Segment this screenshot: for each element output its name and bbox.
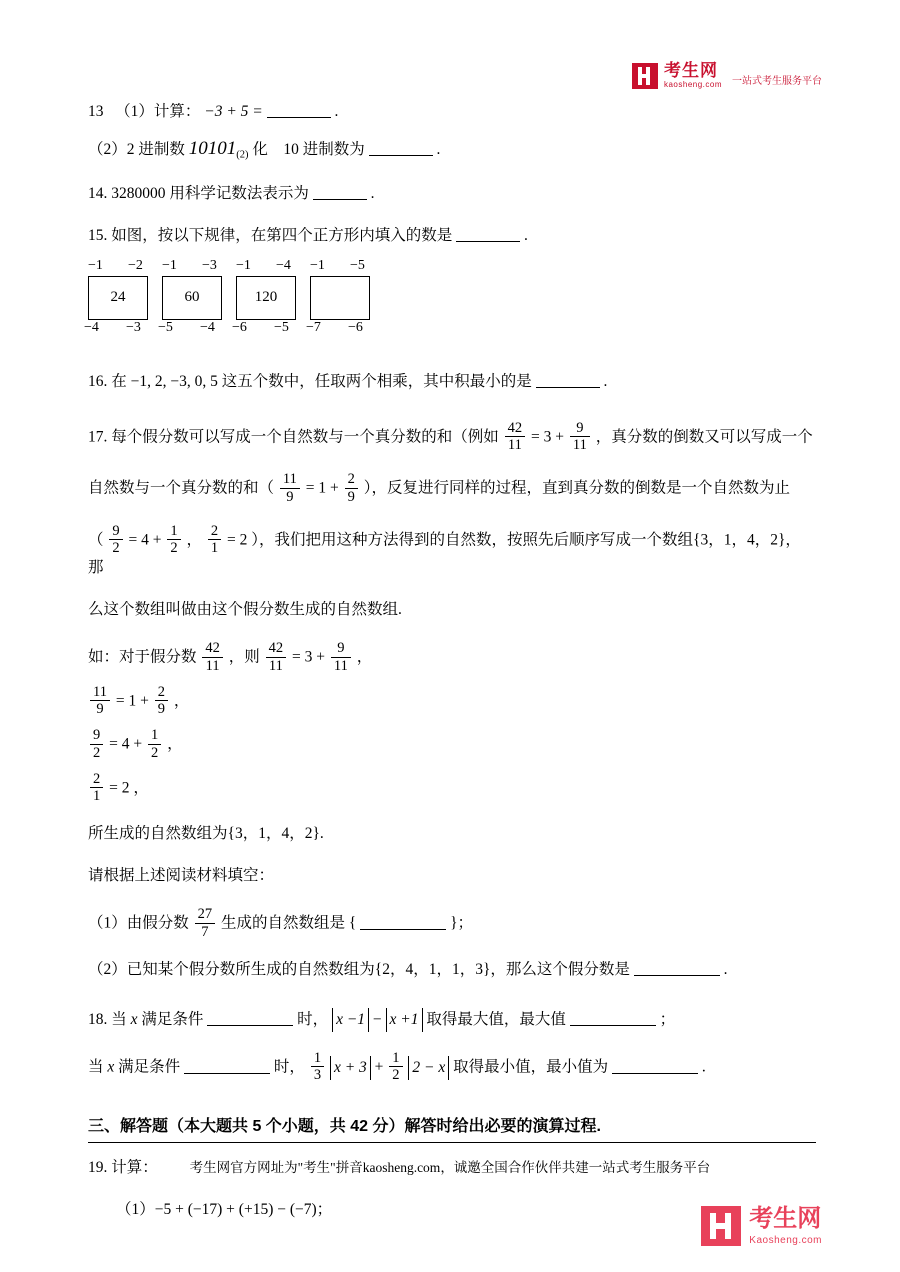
figure-label-top-right: −3 — [202, 257, 217, 273]
figure-label-top-right: −2 — [128, 257, 143, 273]
fraction-denominator: 2 — [167, 539, 180, 556]
question-17-sub-1 — [88, 906, 816, 939]
question-18-line-2 — [88, 1050, 816, 1083]
fraction-numerator: 42 — [507, 420, 523, 436]
answer-blank[interactable] — [369, 140, 433, 157]
fraction-numerator: 1 — [150, 727, 159, 744]
question-17-paragraph-5 — [88, 640, 816, 673]
brand-name-en: Kaosheng.com — [749, 1234, 822, 1246]
fraction-denominator: 2 — [389, 1066, 402, 1083]
q17-p1-eq: = 3 + — [531, 428, 564, 446]
fraction — [505, 420, 526, 453]
absolute-value: x +1 — [386, 1008, 423, 1032]
fraction-numerator: 1 — [170, 522, 178, 539]
q17-p5-a: 如：对于假分数 — [88, 649, 197, 667]
equation-operator: = 2 — [109, 779, 130, 797]
figure-square-value: 120 — [236, 276, 296, 320]
answer-blank[interactable] — [536, 371, 600, 388]
q17-s1-b: 生成的自然数组是 { — [221, 915, 357, 933]
question-15-suffix: . — [524, 226, 528, 244]
brand-logo-text — [664, 62, 722, 89]
brand-logo-bottom-text — [749, 1204, 822, 1246]
fraction-numerator: 1 — [313, 1049, 322, 1066]
q18-l1-c: 时， — [297, 1010, 329, 1028]
q17-s1-c: }； — [450, 915, 474, 933]
fraction-denominator: 1 — [208, 539, 221, 556]
question-13-part-1 — [88, 100, 816, 124]
q17-p3-comma: ， — [186, 531, 203, 549]
fraction-denominator: 2 — [109, 539, 122, 556]
fraction — [570, 420, 590, 453]
question-17-paragraph-2 — [88, 471, 816, 504]
answer-blank[interactable] — [313, 183, 367, 200]
fraction — [148, 727, 161, 760]
answer-blank[interactable] — [360, 914, 446, 931]
q18-l2-d: 取得最小值，最小值为 — [453, 1058, 609, 1076]
question-18-line-1 — [88, 1008, 816, 1032]
figure-label-top-left: −1 — [236, 257, 251, 273]
question-17-paragraph-3 — [88, 523, 816, 580]
fraction — [202, 640, 223, 673]
question-15-text: 15. 如图，按以下规律，在第四个正方形内填入的数是 — [88, 226, 453, 244]
absolute-value: x −1 — [332, 1008, 369, 1032]
q18-l1-a: 18. 当 — [88, 1010, 127, 1028]
footer-divider — [88, 1142, 816, 1143]
fraction-numerator: 11 — [282, 471, 297, 488]
document-body — [84, 100, 816, 1240]
q18-l2-plus: + — [374, 1058, 384, 1076]
q17-p1-a: 17. 每个假分数可以写成一个自然数与一个真分数的和（例如 — [88, 428, 499, 446]
question-13-number: 13 — [88, 103, 104, 120]
brand-name-cn: 考生网 — [663, 61, 718, 80]
q18-l2-b: 满足条件 — [118, 1058, 181, 1076]
fraction-numerator: 2 — [93, 770, 101, 787]
absolute-value: 2 − x — [408, 1056, 449, 1080]
q17-s2-b: . — [723, 960, 728, 978]
equation-tail: ， — [167, 736, 183, 754]
question-13-p1-expression: −3 + 5 = — [204, 103, 263, 120]
q18-l2-a: 当 — [88, 1058, 104, 1076]
fraction-denominator: 3 — [311, 1066, 324, 1083]
brand-mark-icon — [632, 63, 658, 89]
q17-p5-c: ， — [356, 649, 373, 667]
fraction-numerator: 1 — [392, 1049, 400, 1066]
fraction-denominator: 9 — [155, 700, 168, 717]
answer-blank[interactable] — [184, 1057, 270, 1074]
q17-p2-a: 自然数与一个真分数的和（ — [88, 480, 275, 498]
q17-p3-eq2: = 2 — [227, 531, 248, 549]
question-17-equation-3 — [88, 771, 816, 804]
fraction — [208, 523, 221, 556]
q17-p3-eq1: = 4 + — [128, 531, 162, 549]
figure-label-bottom-right: −5 — [274, 319, 289, 335]
answer-blank[interactable] — [612, 1057, 698, 1074]
variable-x: x — [130, 1010, 138, 1028]
figure-square-group — [306, 257, 382, 335]
fraction-numerator: 9 — [112, 522, 120, 539]
fraction-numerator: 9 — [337, 640, 345, 657]
figure-label-top-right: −5 — [350, 257, 365, 273]
fraction — [155, 684, 168, 717]
fraction — [167, 523, 180, 556]
brand-name-cn: 考生网 — [749, 1204, 822, 1232]
q17-p3-a: （ — [88, 531, 104, 549]
question-13-p1-prefix: （1）计算： — [115, 103, 201, 120]
brand-mark-icon — [701, 1206, 741, 1246]
q18-l1-b: 满足条件 — [141, 1010, 204, 1028]
fraction — [280, 471, 300, 504]
question-14-suffix: . — [370, 184, 375, 202]
figure-label-bottom-right: −6 — [348, 319, 363, 335]
question-17-paragraph-4: 么这个数组叫做由这个假分数生成的自然数组. — [88, 601, 402, 619]
question-16 — [88, 370, 816, 394]
q18-l2-c: 时， — [273, 1058, 305, 1076]
brand-logo-bottom — [701, 1206, 822, 1246]
question-13-p2-mid2: 10 进制数为 — [283, 141, 365, 159]
q17-p2-eq: = 1 + — [305, 480, 339, 498]
fraction — [195, 906, 216, 939]
q17-p5-b: ，则 — [228, 649, 260, 667]
question-15-figure — [84, 257, 816, 348]
answer-blank[interactable] — [570, 1009, 656, 1026]
fraction — [331, 640, 351, 673]
fraction-denominator: 7 — [195, 923, 216, 940]
question-13-part-2 — [88, 134, 816, 164]
question-14-text: 14. 3280000 用科学记数法表示为 — [88, 184, 309, 202]
figure-label-bottom-left: −7 — [306, 319, 321, 335]
equation-tail: ， — [173, 692, 190, 710]
fraction-denominator: 11 — [202, 657, 223, 674]
fraction-numerator: 2 — [347, 471, 355, 488]
figure-square-group — [232, 257, 308, 335]
figure-square-value — [310, 276, 370, 320]
figure-label-bottom-left: −6 — [232, 319, 247, 335]
variable-x: x — [107, 1058, 115, 1076]
absolute-value: x + 3 — [330, 1056, 371, 1080]
fraction-denominator: 11 — [505, 436, 526, 453]
figure-label-bottom-left: −5 — [158, 319, 173, 335]
fraction-numerator: 2 — [157, 683, 165, 700]
fraction-denominator: 2 — [90, 744, 103, 761]
question-17-equation-2 — [88, 727, 816, 760]
footer-url: kaosheng.com — [362, 1160, 441, 1175]
brand-logo-top — [632, 62, 822, 89]
figure-label-top-right: −4 — [276, 257, 291, 273]
fraction-denominator: 9 — [345, 488, 358, 505]
q18-l1-d: 取得最大值，最大值 — [426, 1010, 566, 1028]
question-16-text: 16. 在 −1, 2, −3, 0, 5 这五个数中，任取两个相乘，其中积最小的是 — [88, 372, 532, 390]
figure-square-group — [84, 257, 160, 335]
q18-l2-e: . — [701, 1058, 706, 1076]
figure-label-bottom-right: −4 — [200, 319, 215, 335]
figure-square-value: 60 — [162, 276, 222, 320]
q17-p2-b: ），反复进行同样的过程，直到真分数的倒数是一个自然数为止 — [363, 480, 790, 498]
fraction-denominator: 9 — [280, 488, 300, 505]
figure-square-value: 24 — [88, 276, 148, 320]
figure-label-bottom-right: −3 — [126, 319, 141, 335]
page-footer — [0, 1156, 900, 1176]
fraction-numerator: 27 — [197, 906, 213, 923]
fraction-denominator: 11 — [331, 657, 351, 674]
question-17-paragraph-1 — [88, 420, 816, 453]
q17-s1-a: （1）由假分数 — [88, 915, 189, 933]
question-13-p2-mid: 化 — [252, 141, 268, 159]
fraction — [389, 1050, 402, 1083]
fraction-numerator: 2 — [210, 522, 219, 539]
fraction-numerator: 42 — [205, 640, 220, 657]
fraction — [311, 1050, 324, 1083]
fraction-denominator: 1 — [90, 787, 103, 804]
fraction-numerator: 42 — [268, 640, 284, 657]
fraction-denominator: 9 — [90, 700, 110, 717]
q17-p5-eq: = 3 + — [292, 649, 326, 667]
q17-p1-b: ，真分数的倒数又可以写成一个 — [595, 428, 813, 446]
question-17-paragraph-7: 请根据上述阅读材料填空： — [88, 867, 275, 885]
figure-label-bottom-left: −4 — [84, 319, 99, 335]
equation-operator: = 4 + — [109, 736, 143, 754]
q18-l1-e: ； — [659, 1010, 676, 1028]
question-16-suffix: . — [603, 372, 608, 390]
figure-label-top-left: −1 — [310, 257, 325, 273]
footer-text-a: 考生网官方网址为"考生"拼音 — [189, 1160, 363, 1175]
fraction-denominator: 11 — [570, 436, 590, 453]
question-13-p2-suffix: . — [436, 141, 441, 159]
answer-blank[interactable] — [634, 959, 720, 976]
fraction-numerator: 9 — [576, 420, 584, 436]
footer-text-c: ，诚邀全国合作伙伴共建一站式考生服务平台 — [440, 1160, 711, 1175]
answer-blank[interactable] — [456, 225, 520, 242]
binary-number: 10101 — [188, 138, 237, 160]
answer-blank[interactable] — [267, 102, 331, 119]
question-17-sub-2 — [88, 958, 816, 982]
figure-label-top-left: −1 — [162, 257, 177, 273]
fraction-denominator: 11 — [266, 657, 287, 674]
question-19-item-1: （1）−5 + (−17) + (+15) − (−7)； — [116, 1201, 333, 1219]
fraction — [266, 640, 287, 673]
fraction-numerator: 9 — [93, 727, 101, 744]
figure-label-top-left: −1 — [88, 257, 103, 273]
brand-slogan: 一站式考生服务平台 — [732, 76, 822, 87]
q17-s2-a: （2）已知某个假分数所生成的自然数组为{2，4，1，1，3}，那么这个假分数是 — [88, 960, 630, 978]
q18-l1-minus: − — [372, 1010, 382, 1028]
fraction — [90, 684, 110, 717]
question-17-equation-1 — [88, 684, 816, 717]
question-15 — [88, 224, 816, 248]
binary-subscript: (2) — [236, 149, 249, 161]
equation-operator: = 1 + — [115, 692, 149, 710]
brand-name-en: kaosheng.com — [663, 80, 722, 89]
question-13-p2-prefix: （2）2 进制数 — [88, 141, 185, 159]
fraction-denominator: 2 — [148, 744, 161, 761]
question-19-stem: 19. 计算： — [88, 1159, 158, 1177]
fraction — [90, 727, 103, 760]
q17-p3-b: ），我们把用这种方法得到的自然数，按照先后顺序写成一个数组{3，1，4，2}，那 — [88, 531, 801, 577]
question-14 — [88, 182, 816, 206]
fraction — [90, 771, 103, 804]
section-3-heading: 三、解答题（本大题共 5 个小题，共 42 分）解答时给出必要的演算过程. — [88, 1118, 601, 1136]
figure-square-group — [158, 257, 234, 335]
fraction-numerator: 11 — [93, 683, 107, 700]
question-13-p1-suffix: . — [334, 103, 339, 120]
answer-blank[interactable] — [207, 1009, 293, 1026]
fraction — [109, 523, 122, 556]
question-17-paragraph-6: 所生成的自然数组为{3，1，4，2}. — [88, 825, 324, 843]
fraction — [345, 471, 358, 504]
equation-tail: ， — [133, 779, 149, 797]
